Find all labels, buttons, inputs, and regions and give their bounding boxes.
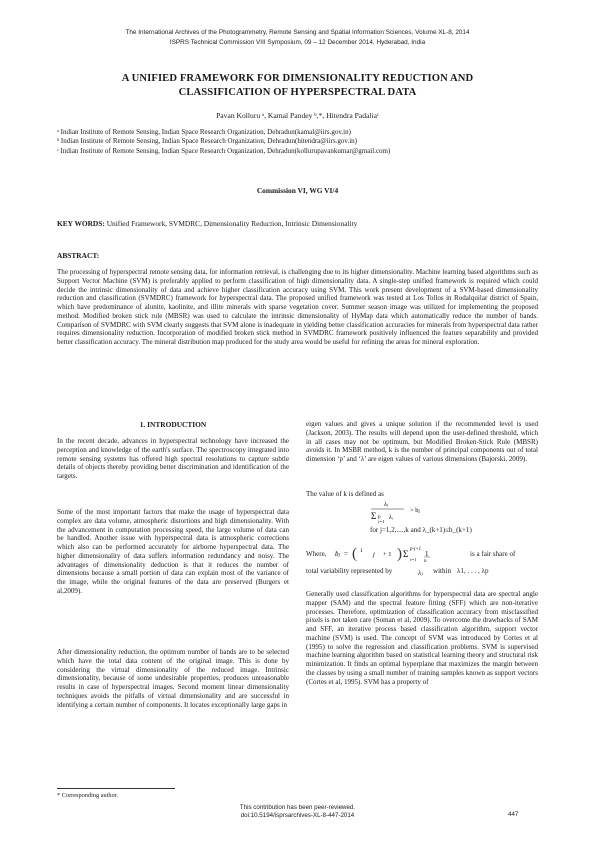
where-label: Where, (306, 550, 327, 558)
page-number: 447 (508, 811, 519, 818)
lambda-range: λ1, . . . , λp (457, 567, 489, 575)
running-header-line1: The International Archives of the Photogrammetry, Remote Sensing and Spatial Information Sciences, Volume XL-8, 2014 (125, 29, 470, 36)
paper-title-line1: A UNIFIED FRAMEWORK FOR DIMENSIONALITY REDUCTION AND (121, 73, 474, 84)
affiliation-c: ᶜ Indian Institute of Remote Sensing, Indian Space Research Organization, Dehradun(kollurupavankumar@gmail.com) (57, 146, 391, 155)
keywords-label: KEY WORDS: (57, 219, 105, 228)
svg-text:p-j+1: p-j+1 (410, 547, 421, 552)
svg-text:+ 1: + 1 (383, 551, 392, 558)
within-text: within (433, 567, 452, 575)
footnote-rule (57, 788, 175, 789)
svg-text:p: p (378, 515, 381, 520)
svg-text:bⱼ: bⱼ (335, 550, 340, 558)
svg-text:): ) (397, 546, 402, 562)
affiliation-b: ᵇ Indian Institute of Remote Sensing, Indian Space Research Organization, Dehradun(hitendra@iirs.gov.in) (57, 137, 358, 146)
svg-text:1: 1 (360, 548, 363, 554)
equation-k-definition (368, 498, 448, 526)
col2-paragraph-1: eigen values and gives a unique solution if the recommended level is used (Jackson, 2003). The results will depend upon the user-defined threshold, which in all cases may not be optimum, but Modified Broken-Stick Rule (MBSR) avoids it. In MSBR method, k is the number of principal components out of total dimension ‘p’ and ‘λ’ are eigen values of various dimensions (Bajorski, 2009). (306, 420, 538, 463)
footer-peer-reviewed: This contribution has been peer-reviewed. (239, 804, 356, 811)
svg-text:> bⱼ: > bⱼ (410, 507, 420, 514)
svg-text:λᵢ: λᵢ (389, 514, 393, 521)
intro-paragraph-2: Some of the most important factors that make the usage of hyperspectral data complex are data volume, atmospheric distortions and high dimensionality. With the advancement in computation processing speed, the large volume of data can be handled. Another issue with hyperspectral data is atmospheric corrections which also can be performed accurately for airborne hyperspectral data. The higher dimensionality of data suffers information redundancy and noisy. The advantages of dimensionality deduction is that it reduces the number of dimensions because a small portion of data can explain most of the variance of the image, while the original features of the data are preserved (Burgers et al,2009). (57, 508, 289, 595)
abstract-heading: ABSTRACT: (57, 251, 100, 260)
col2-paragraph-2: Generally used classification algorithms for hyperspectral data are spectral angle mapper (SAM) and the spectral feature fitting (SFF) which are non-iterative processes. Therefore, optimization of classification accuracy from misclassified pixels is not taken care (Soman et al, 2009). To overcome the drawbacks of SAM and SFF, an iterative process based classification algorithm, support vector machine (SVM) is used. The concept of SVM was introduced by Cortes et al (1995) to solve the regression and classification problems. SVM is supervised machine learning algorithm based on statistical learning theory and structural risk minimization. It finds an optimal hyperplane that maximizes the margin between the classes by using a small number of training samples known as support vectors (Cortes et al, 1995). SVM has a property of (306, 590, 538, 686)
svg-text:λⱼ: λⱼ (384, 501, 388, 508)
affiliation-a: ᵃ Indian Institute of Remote Sensing, Indian Space Research Organization, Dehradun(kamal@iirs.gov.in) (57, 128, 351, 136)
svg-text:j: j (373, 551, 375, 558)
affiliations (57, 128, 557, 156)
total-variability-text: total variability represented by (306, 567, 393, 575)
footer-doi: doi:10.5194/isprsarchives-XL-8-447-2014 (240, 812, 355, 819)
equation-bj-definition (333, 542, 438, 562)
intro-paragraph-3: After dimensionality reduction, the optimum number of bands are to be selected which have the total data content of the original image. This is done by considering the virtual dimensionality of the reduced image. Intrinsic dimensionality, because of some undesirable properties, produces unreasonable results in case of hyperspectral images. Second moment linear dimensionality techniques avoids the pitfalls of virtual dimensionality and are successful in identifying a certain number of components. It locates exceptionally large gaps in (57, 648, 289, 709)
paper-title-line2: CLASSIFICATION OF HYPERSPECTRAL DATA (178, 86, 417, 98)
fair-share-text: is a fair share of (470, 550, 516, 558)
svg-text:=: = (344, 550, 348, 558)
svg-text:p: p (424, 559, 427, 562)
value-of-k-line: The value of k is defined as (306, 490, 384, 498)
authors: Pavan Kolluru ᵃ, Kamal Pandey ᵇ,*, Hitendra Padaliaᶜ (216, 111, 379, 120)
intro-paragraph-1: In the recent decade, advances in hyperspectral technology have increased the perception and knowledge of the earth's surface. The spectroscopy integrated into remote sensing systems has offered high spectral resolutions to capture subtle details of objects thereby providing better discrimination and identification of the targets. (57, 437, 289, 480)
svg-text:Σ: Σ (403, 549, 409, 559)
svg-text:Σ: Σ (371, 511, 377, 521)
svg-text:1: 1 (425, 550, 429, 558)
lambda-j-symbol: λⱼ (418, 569, 423, 577)
commission: Commission VI, WG VI/4 (256, 186, 339, 195)
svg-text:i=1: i=1 (378, 519, 385, 524)
svg-text:(: ( (352, 546, 357, 562)
abstract-text: The processing of hyperspectral remote sensing data, for information retrieval, is challenging due to its higher dimensionality. Machine learning based algorithms such as Support Vector Machine (SVM) is preferably applied to perform classification of high dimensionality data. A single-step unified framework is required which could decide the intrinsic dimensionality of data and achieve higher classification accuracy using SVM. This work present development of a SVM-based dimensionality reduction and classification (SVMDRC) framework for hyperspectral data. The proposed unified framework was tested at Los Tollos in Rodalquilar district of Spain, which have predominance of alunite, kaolinite, and illite minerals with sparse vegetation cover. Summer season image was utilized for implementing the proposed method. Modified broken stick rule (MBSR) was used to calculate the intrinsic dimensionality of HyMap data which automatically reduce the number of bands. Comparison of SVMDRC with SVM clearly suggests that SVM alone is inadequate in yielding better classification accuracies for minerals from hyperspectral data rather requires dimensionality reduction. Incorporation of modified broken stick method in SVMDRC framework positively influenced the feature separability and provided better classification accuracy. The mineral distribution map produced for the study area would be useful for refining the areas for mineral exploration. (57, 268, 538, 346)
running-header-line2: ISPRS Technical Commission VIII Symposium, 09 – 12 December 2014, Hyderabad, India (169, 39, 426, 46)
section-heading-introduction: 1. INTRODUCTION (139, 420, 207, 429)
keywords (57, 219, 537, 228)
footnote: * Corresponding author. (57, 792, 119, 799)
keywords-text: Unified Framework, SVMDRC, Dimensionality Reduction, Intrinsic Dimensionality (104, 219, 358, 228)
equation-condition: for j=1,2,....,k and λ_(k+1)≤b_(k+1) (370, 526, 472, 534)
svg-text:i=1: i=1 (410, 557, 417, 562)
